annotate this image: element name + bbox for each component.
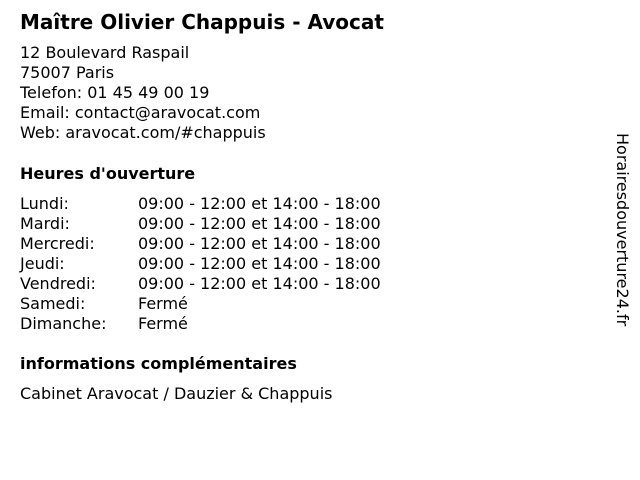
hours-value: 09:00 - 12:00 et 14:00 - 18:00 [138,234,381,253]
day-label: Jeudi: [20,254,65,273]
page-title: Maître Olivier Chappuis - Avocat [20,10,384,34]
day-label: Lundi: [20,194,69,213]
opening-hours-heading: Heures d'ouverture [20,164,196,183]
watermark-text: Horairesdouverture24.fr [613,133,632,327]
day-label: Samedi: [20,294,86,313]
day-label: Mercredi: [20,234,95,253]
hours-value: 09:00 - 12:00 et 14:00 - 18:00 [138,254,381,273]
hours-value: 09:00 - 12:00 et 14:00 - 18:00 [138,274,381,293]
additional-info-heading: informations complémentaires [20,354,297,373]
hours-value: Fermé [138,294,188,313]
email-address: Email: contact@aravocat.com [20,103,261,122]
city-postal: 75007 Paris [20,63,115,82]
hours-value: Fermé [138,314,188,333]
website: Web: aravocat.com/#chappuis [20,123,266,142]
street-address: 12 Boulevard Raspail [20,43,190,62]
day-label: Vendredi: [20,274,96,293]
watermark [612,133,632,345]
day-label: Mardi: [20,214,70,233]
hours-value: 09:00 - 12:00 et 14:00 - 18:00 [138,214,381,233]
contact-block [20,43,266,143]
phone-number: Telefon: 01 45 49 00 19 [20,83,210,102]
additional-info-text: Cabinet Aravocat / Dauzier & Chappuis [20,384,333,403]
hours-value: 09:00 - 12:00 et 14:00 - 18:00 [138,194,381,213]
day-label: Dimanche: [20,314,107,333]
